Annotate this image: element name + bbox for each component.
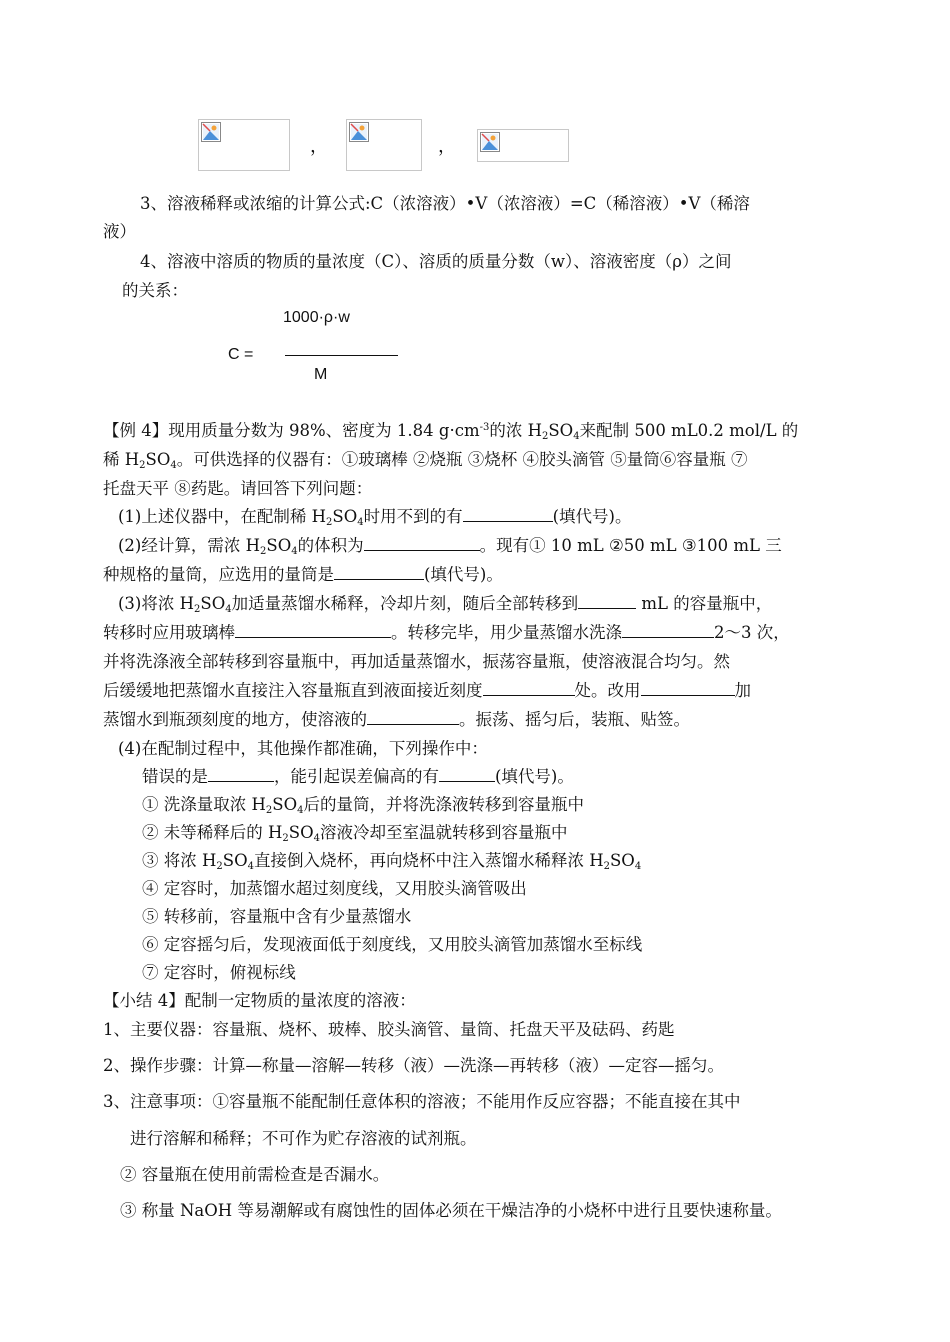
relation-line: 4、溶液中溶质的物质的量浓度（C）、溶质的质量分数（w）、溶液密度（ρ）之间	[140, 252, 732, 271]
question-4-prompt: 错误的是 ，能引起误差偏高的有 (填代号)。	[142, 767, 574, 786]
question-4: (4)在配制过程中，其他操作都准确，下列操作中：	[118, 739, 488, 758]
separator-comma: ，	[310, 136, 328, 157]
summary-item-3-point-2: ② 容量瓶在使用前需检查是否漏水。	[120, 1165, 390, 1184]
option-7: ⑦ 定容时，俯视标线	[142, 963, 296, 982]
option-5: ⑤ 转移前，容量瓶中含有少量蒸馏水	[142, 907, 412, 926]
answer-blank[interactable]	[463, 507, 553, 522]
question-2: (2)经计算，需浓 $H_2SO_4$的体积为 。现有① 10 mL ②50 mL ③100 mL 三	[118, 536, 782, 557]
answer-blank[interactable]	[367, 710, 459, 725]
dilution-formula-line: 3、溶液稀释或浓缩的计算公式:C（浓溶液）•V（浓溶液）=C（稀溶液）•V（稀溶	[140, 194, 750, 213]
answer-blank[interactable]	[622, 623, 714, 638]
answer-blank[interactable]	[235, 623, 391, 638]
formula-numerator: 1000·ρ·w	[283, 309, 350, 326]
option-2: ② 未等稀释后的 $H_2SO_4$溶液冷却至室温就转移到容量瓶中	[142, 823, 568, 844]
separator-comma: ，	[438, 136, 456, 157]
summary-item-1: 1、主要仪器：容量瓶、烧杯、玻棒、胶头滴管、量筒、托盘天平及砝码、药匙	[103, 1020, 675, 1039]
image-placeholder-2	[346, 119, 422, 171]
formula-lhs: C =	[228, 346, 254, 363]
example-line-1: 【例 4】现用质量分数为 98%、密度为 1.84 $g\cdot cm^{-3}$的浓 $H_2SO_4$来配制 500 mL0.2 mol/L 的	[103, 421, 799, 442]
summary-item-2: 2、操作步骤：计算—称量—溶解—转移（液）—洗涤—再转移（液）—定容—摇匀。	[103, 1056, 724, 1075]
answer-blank[interactable]	[578, 594, 636, 609]
summary-item-3: 3、注意事项：①容量瓶不能配制任意体积的溶液；不能用作反应容器；不能直接在其中	[103, 1092, 741, 1111]
summary-item-3-point-3: ③ 称量 NaOH 等易潮解或有腐蚀性的固体必须在干燥洁净的小烧杯中进行且要快速称量。	[120, 1201, 782, 1220]
option-4: ④ 定容时，加蒸馏水超过刻度线，又用胶头滴管吸出	[142, 879, 527, 898]
question-2-cont: 种规格的量筒，应选用的量筒是 (填代号)。	[103, 565, 503, 584]
question-3-line-2: 转移时应用玻璃棒 。转移完毕，用少量蒸馏水洗涤 2～3 次，	[103, 623, 790, 642]
answer-blank[interactable]	[364, 536, 480, 551]
option-1: ① 洗涤量取浓 $H_2SO_4$后的量筒，并将洗涤液转移到容量瓶中	[142, 795, 584, 816]
option-3: ③ 将浓 $H_2SO_4$直接倒入烧杯，再向烧杯中注入蒸馏水稀释浓 $H_2SO_4$	[142, 851, 642, 872]
formula-denominator: M	[314, 366, 328, 383]
broken-image-icon	[349, 122, 369, 142]
example-line-3: 托盘天平 ⑧药匙。请回答下列问题：	[103, 479, 373, 498]
summary-title: 【小结 4】配制一定物质的量浓度的溶液：	[103, 991, 416, 1010]
fraction-bar	[285, 355, 398, 356]
summary-item-3-cont: 进行溶解和稀释；不可作为贮存溶液的试剂瓶。	[130, 1129, 477, 1148]
relation-line-cont: 的关系：	[122, 281, 188, 300]
answer-blank[interactable]	[483, 681, 575, 696]
question-3-line-5: 蒸馏水到瓶颈刻度的地方，使溶液的 。振荡、摇匀后，装瓶、贴签。	[103, 710, 690, 729]
image-placeholder-1	[198, 119, 290, 171]
answer-blank[interactable]	[439, 767, 495, 782]
dilution-formula-line-cont: 液）	[103, 222, 136, 241]
example-line-2: 稀 $H_2SO_4$。可供选择的仪器有：①玻璃棒 ②烧瓶 ③烧杯 ④胶头滴管 ⑤量筒⑥容量瓶 ⑦	[103, 450, 748, 471]
answer-blank[interactable]	[208, 767, 274, 782]
question-3-line-4: 后缓缓地把蒸馏水直接注入容量瓶直到液面接近刻度 处。改用 加	[103, 681, 751, 700]
option-6: ⑥ 定容摇匀后，发现液面低于刻度线，又用胶头滴管加蒸馏水至标线	[142, 935, 643, 954]
image-placeholder-3	[477, 129, 569, 162]
question-3: (3)将浓 $H_2SO_4$加适量蒸馏水稀释，冷却片刻，随后全部转移到 mL 的容量瓶中，	[118, 594, 773, 615]
broken-image-icon	[201, 122, 221, 142]
question-1: (1)上述仪器中，在配制稀 $H_2SO_4$时用不到的有 (填代号)。	[118, 507, 632, 528]
answer-blank[interactable]	[334, 565, 424, 580]
question-3-line-3: 并将洗涤液全部转移到容量瓶中，再加适量蒸馏水，振荡容量瓶，使溶液混合均匀。然	[103, 652, 730, 671]
broken-image-icon	[480, 132, 500, 152]
answer-blank[interactable]	[641, 681, 735, 696]
